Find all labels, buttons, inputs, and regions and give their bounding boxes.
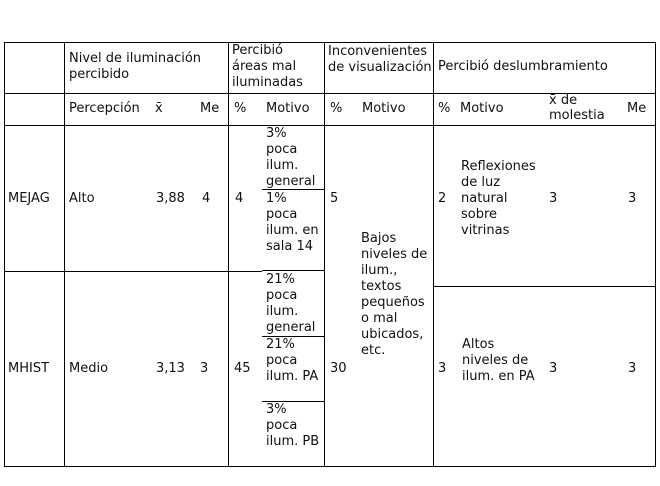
row-mejag-me-deslum: 3 xyxy=(628,191,637,206)
subheader-me-deslum: Me xyxy=(627,101,647,116)
row-mejag-motivo-deslum: Reflexiones de luz natural sobre vitrinas xyxy=(461,159,536,238)
subheader-percepcion: Percepción xyxy=(69,101,140,116)
header-deslum: Percibió deslumbramiento xyxy=(438,59,608,74)
col-line-3 xyxy=(324,42,325,467)
header-inconv: Inconvenientes de visualización xyxy=(328,44,432,75)
row-mhist-motivo-areas-1: 21% poca ilum. general xyxy=(266,272,316,335)
row-mejag-me: 4 xyxy=(202,191,211,206)
table-border-bottom xyxy=(4,466,656,467)
subheader-motivo-deslum: Motivo xyxy=(460,101,504,116)
row-mhist-motivo-areas-2: 21% poca ilum. PA xyxy=(266,337,319,384)
row-mejag-media-molestia: 3 xyxy=(549,191,558,206)
subheader-media-molestia: x̄ de molestia xyxy=(549,93,605,123)
table-border-left xyxy=(4,42,5,467)
subheader-pct-inconv: % xyxy=(330,101,343,116)
subheader-media: x̄ xyxy=(155,101,163,116)
row-mejag-percepcion: Alto xyxy=(69,191,95,206)
row-mhist-media: 3,13 xyxy=(156,361,185,376)
col-line-1 xyxy=(64,42,65,467)
row-mhist-motivo-areas-3: 3% poca ilum. PB xyxy=(266,402,320,449)
row-mejag-name: MEJAG xyxy=(8,191,50,206)
motivo-inconv-shared: Bajos niveles de ilum., textos pequeños o mal ubicados, etc. xyxy=(361,231,428,358)
row-mhist-pct-inconv: 30 xyxy=(330,361,347,376)
row-mejag-media: 3,88 xyxy=(156,191,185,206)
row-mhist-me-deslum: 3 xyxy=(628,361,637,376)
subheader-motivo-areas: Motivo xyxy=(266,101,310,116)
row-mhist-motivo-deslum: Altos niveles de ilum. en PA xyxy=(462,337,535,384)
col-line-2 xyxy=(228,42,229,467)
subheader-motivo-inconv: Motivo xyxy=(362,101,406,116)
table-border-top xyxy=(4,42,656,43)
row-mhist-media-molestia: 3 xyxy=(549,361,558,376)
table-line-row-sep-right xyxy=(433,286,656,287)
row-mejag-motivo-areas-1: 3% poca ilum. general xyxy=(266,126,316,189)
row-mejag-motivo-areas-2: 1% poca ilum. en sala 14 xyxy=(266,191,319,254)
row-mhist-me: 3 xyxy=(200,361,209,376)
subheader-me: Me xyxy=(200,101,220,116)
table-line-row-sep-left xyxy=(4,271,262,272)
header-nivel: Nivel de iluminación percibido xyxy=(69,51,202,82)
row-mejag-pct-inconv: 5 xyxy=(330,191,339,206)
table-line-subheader xyxy=(4,125,656,126)
row-mhist-name: MHIST xyxy=(8,361,50,376)
header-areas: Percibió áreas mal iluminadas xyxy=(232,43,303,90)
row-mhist-pct-areas: 45 xyxy=(234,361,251,376)
row-mejag-pct-areas: 4 xyxy=(235,191,244,206)
subheader-pct-areas: % xyxy=(234,101,247,116)
row-mhist-percepcion: Medio xyxy=(69,361,109,376)
subheader-pct-deslum: % xyxy=(438,101,451,116)
table-line-row-sep-areas xyxy=(262,270,324,271)
col-line-4 xyxy=(433,42,434,467)
row-mhist-pct-deslum: 3 xyxy=(438,361,447,376)
table-border-right xyxy=(655,42,656,467)
row-mejag-pct-deslum: 2 xyxy=(438,191,447,206)
